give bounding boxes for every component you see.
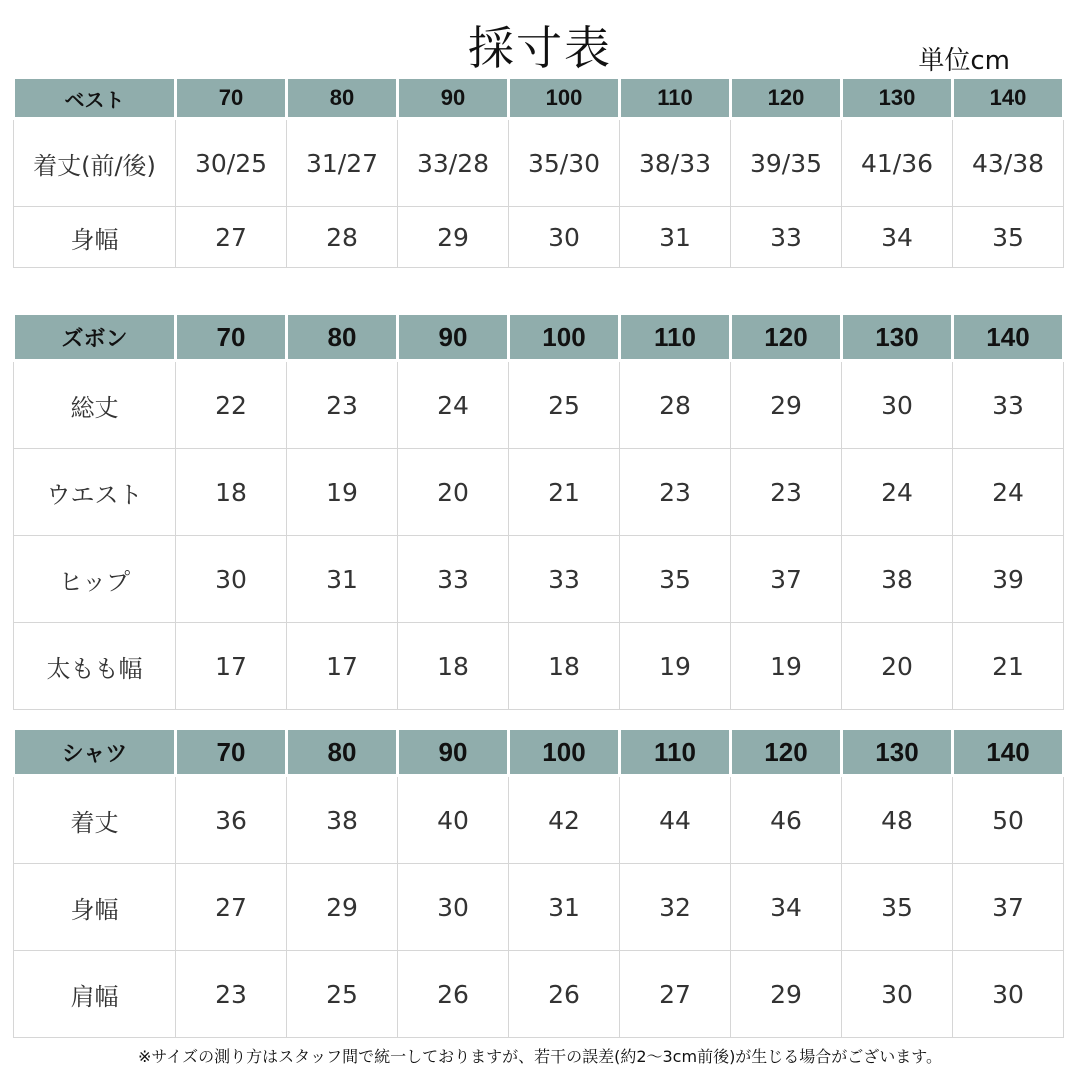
measurement-cell: 34: [842, 207, 953, 268]
measurement-note: ※サイズの測り方はスタッフ間で統一しておりますが、若干の誤差(約2〜3cm前後)が生じる場合がございます。: [137, 1047, 943, 1066]
header-row: [14, 78, 1064, 119]
measurement-cell: 18: [509, 623, 620, 710]
size-header: 130: [842, 729, 953, 776]
measurement-cell: 19: [731, 623, 842, 710]
size-header: 130: [842, 314, 953, 361]
measurement-cell: 24: [398, 361, 509, 449]
measurement-cell: 32: [620, 864, 731, 951]
measurement-cell: 23: [176, 951, 287, 1038]
measurement-cell: 31: [620, 207, 731, 268]
size-header: 70: [176, 314, 287, 361]
size-header: 140: [953, 314, 1064, 361]
measurement-cell: 38: [287, 776, 398, 864]
size-header: 90: [398, 78, 509, 119]
table-row: [14, 207, 1064, 268]
measurement-cell: 34: [731, 864, 842, 951]
measurement-cell: 24: [842, 449, 953, 536]
measurement-cell: 30: [176, 536, 287, 623]
measurement-cell: 43/38: [953, 119, 1064, 207]
measurement-cell: 19: [620, 623, 731, 710]
measurement-cell: 35: [620, 536, 731, 623]
measurement-cell: 37: [731, 536, 842, 623]
shirt-size-table: [12, 727, 1065, 1038]
measurement-cell: 35: [842, 864, 953, 951]
measurement-cell: 20: [398, 449, 509, 536]
section-label: ベスト: [14, 78, 176, 119]
measurement-cell: 36: [176, 776, 287, 864]
measurement-cell: 21: [509, 449, 620, 536]
size-header: 100: [509, 729, 620, 776]
row-label: ウエスト: [14, 449, 176, 536]
measurement-cell: 18: [176, 449, 287, 536]
row-label: ヒップ: [14, 536, 176, 623]
measurement-cell: 26: [509, 951, 620, 1038]
size-header: 70: [176, 729, 287, 776]
size-header: 70: [176, 78, 287, 119]
size-header: 100: [509, 78, 620, 119]
measurement-cell: 27: [176, 864, 287, 951]
header-row: [14, 314, 1064, 361]
table-row: [14, 449, 1064, 536]
row-label: 肩幅: [14, 951, 176, 1038]
row-label: 総丈: [14, 361, 176, 449]
measurement-cell: 24: [953, 449, 1064, 536]
measurement-cell: 44: [620, 776, 731, 864]
size-header: 100: [509, 314, 620, 361]
table-row: [14, 623, 1064, 710]
measurement-cell: 21: [953, 623, 1064, 710]
measurement-cell: 33: [398, 536, 509, 623]
measurement-cell: 33: [509, 536, 620, 623]
size-header: 80: [287, 78, 398, 119]
row-label: 着丈(前/後): [14, 119, 176, 207]
row-label: 太もも幅: [14, 623, 176, 710]
size-header: 80: [287, 314, 398, 361]
measurement-cell: 17: [176, 623, 287, 710]
measurement-cell: 25: [287, 951, 398, 1038]
measurement-cell: 46: [731, 776, 842, 864]
measurement-cell: 29: [287, 864, 398, 951]
row-label: 身幅: [14, 864, 176, 951]
measurement-cell: 18: [398, 623, 509, 710]
size-header: 120: [731, 729, 842, 776]
size-header: 120: [731, 314, 842, 361]
measurement-cell: 20: [842, 623, 953, 710]
measurement-cell: 28: [287, 207, 398, 268]
measurement-cell: 35/30: [509, 119, 620, 207]
measurement-cell: 31: [509, 864, 620, 951]
measurement-cell: 37: [953, 864, 1064, 951]
size-header: 140: [953, 729, 1064, 776]
measurement-cell: 40: [398, 776, 509, 864]
measurement-cell: 28: [620, 361, 731, 449]
row-label: 身幅: [14, 207, 176, 268]
measurement-cell: 31: [287, 536, 398, 623]
row-label: 着丈: [14, 776, 176, 864]
table-row: [14, 951, 1064, 1038]
table-row: [14, 776, 1064, 864]
measurement-cell: 35: [953, 207, 1064, 268]
page-title: 採寸表: [468, 21, 612, 75]
measurement-cell: 33/28: [398, 119, 509, 207]
measurement-cell: 38/33: [620, 119, 731, 207]
measurement-cell: 25: [509, 361, 620, 449]
measurement-cell: 48: [842, 776, 953, 864]
size-header: 80: [287, 729, 398, 776]
size-header: 90: [398, 314, 509, 361]
measurement-cell: 17: [287, 623, 398, 710]
table-row: [14, 864, 1064, 951]
measurement-cell: 33: [953, 361, 1064, 449]
size-header: 110: [620, 729, 731, 776]
measurement-cell: 30: [398, 864, 509, 951]
measurement-cell: 38: [842, 536, 953, 623]
table-row: [14, 119, 1064, 207]
measurement-cell: 27: [176, 207, 287, 268]
measurement-cell: 23: [731, 449, 842, 536]
measurement-cell: 30: [509, 207, 620, 268]
measurement-cell: 22: [176, 361, 287, 449]
size-header: 90: [398, 729, 509, 776]
measurement-cell: 30/25: [176, 119, 287, 207]
size-header: 110: [620, 314, 731, 361]
measurement-cell: 26: [398, 951, 509, 1038]
pants-size-table: [12, 312, 1065, 710]
measurement-cell: 39/35: [731, 119, 842, 207]
measurement-cell: 31/27: [287, 119, 398, 207]
measurement-cell: 50: [953, 776, 1064, 864]
size-header: 120: [731, 78, 842, 119]
measurement-cell: 30: [842, 361, 953, 449]
measurement-cell: 42: [509, 776, 620, 864]
measurement-cell: 33: [731, 207, 842, 268]
measurement-cell: 41/36: [842, 119, 953, 207]
vest-size-table: [12, 76, 1065, 268]
measurement-cell: 27: [620, 951, 731, 1038]
measurement-cell: 19: [287, 449, 398, 536]
measurement-cell: 29: [731, 361, 842, 449]
measurement-cell: 29: [398, 207, 509, 268]
measurement-cell: 39: [953, 536, 1064, 623]
section-label: ズボン: [14, 314, 176, 361]
measurement-cell: 23: [620, 449, 731, 536]
header-row: [14, 729, 1064, 776]
unit-label: 単位cm: [918, 46, 1010, 76]
table-row: [14, 361, 1064, 449]
size-header: 140: [953, 78, 1064, 119]
section-label: シャツ: [14, 729, 176, 776]
size-header: 110: [620, 78, 731, 119]
measurement-cell: 29: [731, 951, 842, 1038]
measurement-cell: 30: [842, 951, 953, 1038]
measurement-cell: 30: [953, 951, 1064, 1038]
size-header: 130: [842, 78, 953, 119]
measurement-cell: 23: [287, 361, 398, 449]
table-row: [14, 536, 1064, 623]
